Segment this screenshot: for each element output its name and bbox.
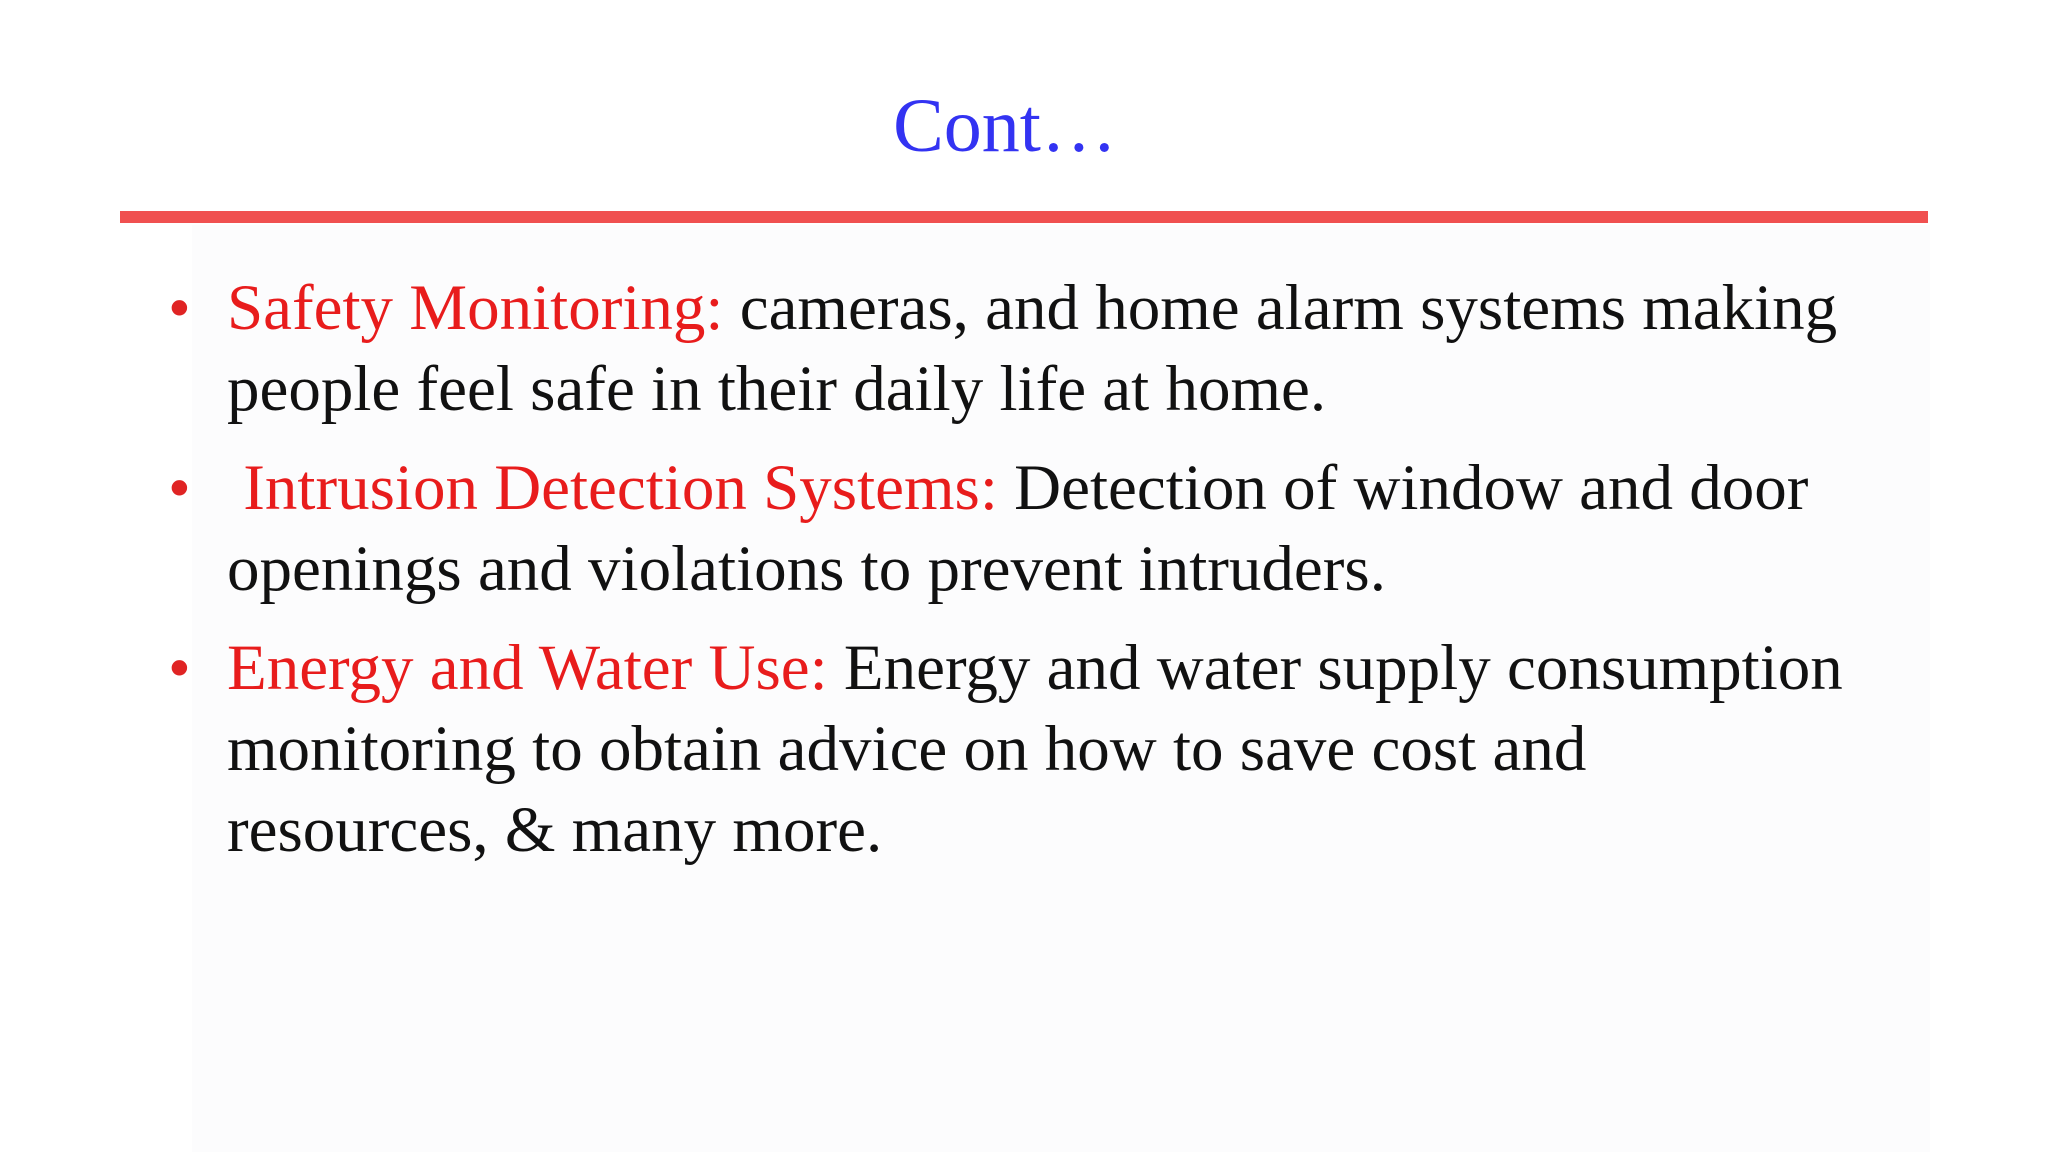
- bullet-list: [0, 268, 1847, 889]
- bullet-term: Safety Monitoring:: [227, 272, 724, 344]
- bullet-icon: •: [168, 632, 191, 704]
- bullet-item-safety-monitoring: [0, 268, 1847, 430]
- title-divider: [120, 211, 1928, 223]
- bullet-text: Detection of window and door openings and violations to prevent intruders.: [227, 452, 1809, 605]
- bullet-term: Energy and Water Use:: [227, 632, 828, 704]
- bullet-term: Intrusion Detection Systems:: [227, 452, 998, 524]
- bullet-text: Energy and water supply consumption monitoring to obtain advice on how to save cost and resources, & many more.: [227, 632, 1843, 866]
- bullet-item-intrusion-detection: [0, 448, 1847, 610]
- bullet-icon: •: [168, 272, 191, 344]
- bullet-item-energy-water: [0, 628, 1847, 871]
- slide-title: Cont…: [893, 84, 1117, 168]
- bullet-text: cameras, and home alarm systems making people feel safe in their daily life at home.: [227, 272, 1838, 425]
- bullet-icon: •: [168, 452, 191, 524]
